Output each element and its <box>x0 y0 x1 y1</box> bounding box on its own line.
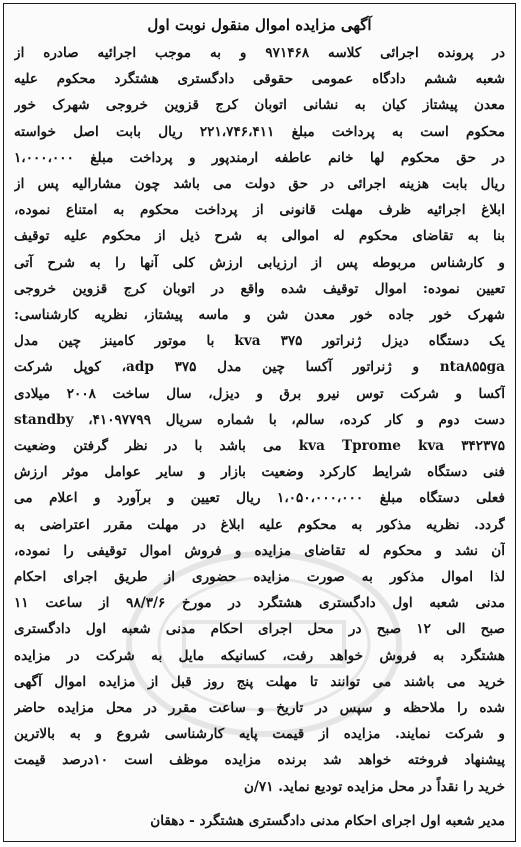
notice-line: ریال بابت هزینه اجرائی در حق دولت می باشد چون مشارالیه پس از <box>14 176 505 192</box>
notice-line: مدنی شعبه اول دادگستری هشتگرد در مورخ ۹۸/۳/۶ از ساعت ۱۱ <box>14 595 505 612</box>
notice-line: هشتگرد به فروش خواهد رفت، کسانیکه مایل به شرکت در مزایده <box>14 647 505 664</box>
notice-line: بنا به تقاضای محکوم له اموالی به شرح ذیل از محکوم علیه توقیف <box>14 228 505 245</box>
notice-line: آن نشد و محکوم له تقاضای مزایده و فروش اموال توقیفی را نموده، <box>14 542 505 559</box>
notice-line: nta۸۵۵ga و ژنراتور آکسا چین مدل ۳۷۵ adp، کوپل شرکت <box>14 359 505 376</box>
auction-notice <box>3 3 516 842</box>
notice-line: ۳۴۲۳۷۵ kva Tprome kva می باشد با در نظر گرفتن وضعیت <box>14 438 505 454</box>
notice-line: فعلی دستگاه مبلغ ۱،۰۵۰،۰۰۰،۰۰۰ ریال تعیین و برآورد و اعلام می <box>14 490 505 507</box>
notice-line: لذا اموال مذکور به صورت مزایده حضوری از طریق اجرای احکام <box>14 569 505 585</box>
notice-line: فنی دستگاه شرایط کارکرد وضعیت بازار و سایر عوامل موثر ارزش <box>14 464 505 481</box>
notice-line: شده را ملاحظه و سپس در تاریخ و ساعت مقرر در محل مزایده حاضر <box>14 700 505 716</box>
notice-line: ابلاغ اجرائیه ظرف مهلت قانونی از پرداخت محکوم به امتناع نموده، <box>14 202 505 219</box>
notice-line: در حق محکوم لها خانم عاطفه ارمندپور و پرداخت مبلغ ۱،۰۰۰،۰۰۰ <box>14 149 505 166</box>
notice-line: یک دستگاه دیزل ژنراتور ۳۷۵ kva با موتور کامینز چین مدل <box>14 333 505 350</box>
notice-line: در پرونده اجرائی کلاسه ۹۷۱۴۶۸ و به موجب اجرائیه صادره از <box>14 45 505 61</box>
notice-line: و کارشناس مربوطه پس از ارزیابی ارزش کلی آنها را به شرح آتی <box>14 254 505 271</box>
notice-line: محکوم است به پرداخت مبلغ ۲۲۱،۷۴۶،۴۱۱ ریال بابت اصل خواسته <box>14 123 505 140</box>
notice-line: تعیین نموده: اموال توقیف شده واقع در اتوبان کرج قزوین خروجی <box>14 280 505 297</box>
notice-line: خرید می باشند می توانند تا مهلت پنج روز قبل از مزایده اموال آگهی <box>14 673 505 690</box>
notice-line: خرید را نقداً در محل مزایده تودیع نماید. ۷۱/ن <box>243 778 505 795</box>
notice-title: آگهی مزایده اموال منقول نوبت اول <box>147 16 372 34</box>
notice-line: گردد. نظریه مذکور به محکوم علیه ابلاغ در مهلت مقرر اعتراضی به <box>14 516 505 533</box>
notice-line: پیشنهاد فروخته خواهد شد برنده مزایده موظف است ۱۰درصد قیمت <box>14 752 505 769</box>
notice-line: و شرکت نمایند. مزایده از قیمت پایه کارشناسی شروع و به بالاترین <box>14 726 505 743</box>
notice-line: شعبه ششم دادگاه عمومی حقوقی دادگستری هشتگرد محکوم علیه <box>14 71 505 88</box>
notice-line: معدن پیشتاز کیان به نشانی اتوبان کرج قزوین خروجی شهرک خور <box>14 97 505 114</box>
notice-line: آکسا و شرکت توس نیرو برق و دیزل، سال ساخت ۲۰۰۸ میلادی <box>14 385 505 402</box>
notice-line: شهرک خور جاده خور معدن شن و ماسه پیشتاز، نظریه کارشناسی: <box>14 307 505 323</box>
notice-signature: مدیر شعبه اول اجرای احکام مدنی دادگستری هشتگرد - دهقان <box>150 813 505 829</box>
notice-line: دست دوم و کار کرده، سالم، با شماره سریال standby ،۴۱۰۹۷۷۹۹ <box>14 411 505 428</box>
notice-line: صبح الی ۱۲ صبح در محل اجرای احکام مدنی شعبه اول دادگستری <box>14 621 505 638</box>
